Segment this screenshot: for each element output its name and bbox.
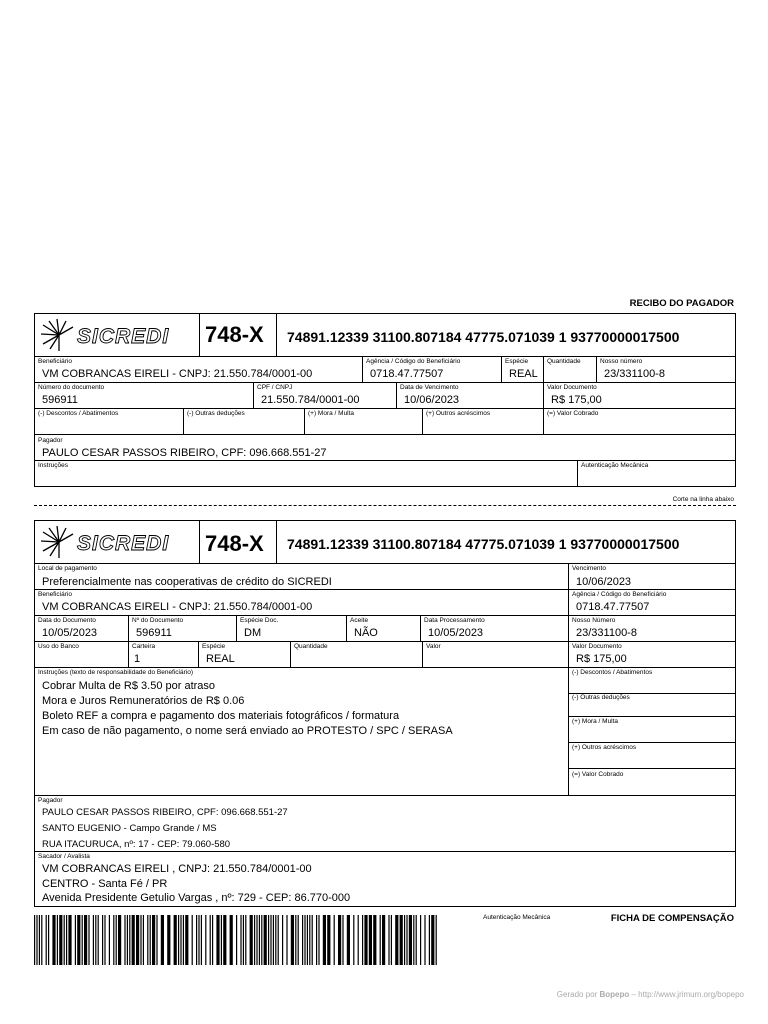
barcode-bar (304, 915, 305, 965)
barcode-bar (416, 915, 417, 965)
sicredi-logo (36, 316, 198, 354)
barcode-bar (124, 915, 125, 965)
slip-autenticacao-label: Autenticação Mecânica (483, 914, 551, 921)
barcode-bar (334, 915, 335, 965)
barcode-bar (406, 915, 407, 965)
barcode-bar (236, 915, 237, 965)
barcode-bar (259, 915, 260, 965)
barcode-bar (373, 915, 376, 965)
receipt-instrucoes-label: Instruções (38, 462, 68, 469)
footer-brand[interactable]: Bopepo (599, 990, 630, 999)
barcode-bar (98, 915, 99, 965)
cut-line-label: Corte na linha abaixo (672, 496, 734, 503)
receipt-pagador-label: Pagador (38, 437, 63, 444)
barcode-bar (347, 915, 350, 965)
barcode-bar (116, 915, 117, 965)
barcode-bar (64, 915, 65, 965)
barcode-bar (268, 915, 269, 965)
barcode-bar (261, 915, 262, 965)
barcode-bar (167, 915, 170, 965)
barcode-bar (205, 915, 206, 965)
barcode-bar (369, 915, 372, 965)
barcode-bar (250, 915, 253, 965)
receipt-descontos-label: (-) Descontos / Abatimentos (38, 410, 119, 417)
barcode-bar (230, 915, 233, 965)
barcode-bar (273, 915, 274, 965)
barcode-bar (136, 915, 139, 965)
barcode-bar (327, 915, 330, 965)
barcode-bar (382, 915, 385, 965)
receipt-nosso-numero-label: Nosso número (600, 358, 643, 365)
barcode-bar (210, 915, 211, 965)
barcode-bar (82, 915, 83, 965)
barcode-bar (291, 915, 294, 965)
receipt-pagador-value: PAULO CESAR PASSOS RIBEIRO, CPF: 096.668.551-27 (42, 447, 327, 459)
receipt-numero-doc-label: Número do documento (38, 384, 105, 391)
receipt-mora-label: (+) Mora / Multa (308, 410, 355, 417)
barcode-bar (256, 915, 257, 965)
barcode-bar (388, 915, 389, 965)
barcode-bar (216, 915, 219, 965)
barcode-bar (77, 915, 80, 965)
receipt-quantidade-label: Quantidade (547, 358, 581, 365)
barcode-bar (295, 915, 296, 965)
barcode-bar (429, 915, 430, 965)
slip-vencimento-label: Vencimento (572, 565, 606, 572)
receipt-cpf-cnpj-label: CPF / CNPJ (257, 384, 293, 391)
barcode-bar (201, 915, 202, 965)
receipt-agencia-value: 0718.47.77507 (370, 368, 444, 380)
slip-instrucao-line: Boleto REF a compra e pagamento dos materiais fotográficos / formatura (42, 710, 400, 722)
barcode-bar (316, 915, 317, 965)
receipt-vencimento-label: Data de Vencimento (400, 384, 459, 391)
barcode-bar (254, 915, 255, 965)
barcode-bar (66, 915, 67, 965)
barcode-bar (192, 915, 193, 965)
slip-valor-doc-label: Valor Documento (572, 643, 622, 650)
barcode-bar (353, 915, 354, 965)
receipt-valor-cobrado-label: (=) Valor Cobrado (547, 410, 599, 417)
slip-quantidade-label: Quantidade (294, 643, 328, 650)
barcode-bar (57, 915, 58, 965)
receipt-agencia-label: Agência / Código do Beneficiário (366, 358, 461, 365)
barcode-bar (309, 915, 310, 965)
bank-code: 748-X (205, 322, 264, 347)
receipt-especie-value: REAL (509, 368, 538, 380)
slip-vencimento-value: 10/06/2023 (576, 576, 632, 588)
barcode-bar (404, 915, 405, 965)
slip-numero-doc-value: 596911 (136, 627, 172, 639)
receipt-beneficiario-value: VM COBRANCAS EIRELI - CNPJ: 21.550.784/0001-00 (42, 368, 313, 380)
barcode-bar (59, 915, 62, 965)
receipt-especie-label: Espécie (505, 358, 529, 365)
barcode-bar (147, 915, 148, 965)
barcode-bar (436, 915, 437, 965)
barcode-bar (240, 915, 241, 965)
sicredi-sun-icon (37, 317, 197, 353)
barcode-bar (93, 915, 94, 965)
slip-instrucao-line: Em caso de não pagamento, o nome será enviado ao PROTESTO / SPC / SERASA (42, 725, 453, 737)
footer-prefix: Gerado por (556, 990, 600, 999)
slip-pagador-label: Pagador (38, 797, 63, 804)
slip-beneficiario-label: Beneficiário (38, 591, 72, 598)
slip-agencia-value: 0718.47.77507 (576, 601, 650, 613)
barcode-bar (312, 915, 313, 965)
svg-text:SICREDI: SICREDI (77, 532, 170, 555)
barcode-bar (243, 915, 244, 965)
barcode-bar (307, 915, 308, 965)
barcode-bar (109, 915, 110, 965)
barcode-bar (362, 915, 363, 965)
barcode-bar (84, 915, 87, 965)
slip-carteira-label: Carteira (132, 643, 156, 650)
barcode-bar (129, 915, 130, 965)
slip-outros-acrescimos-label: (+) Outros acréscimos (572, 744, 637, 751)
receipt-outros-acrescimos-label: (+) Outros acréscimos (426, 410, 491, 417)
barcode-bar (36, 915, 37, 965)
barcode-bar (178, 915, 179, 965)
slip-aceite-value: NÃO (354, 627, 378, 639)
receipt-cpf-cnpj-value: 21.550.784/0001-00 (261, 394, 360, 406)
barcode-bar (221, 915, 222, 965)
receipt-autenticacao-label: Autenticação Mecânica (581, 462, 649, 469)
slip-valor-label: Valor (426, 643, 441, 650)
barcode-bar (161, 915, 164, 965)
slip-nosso-numero-label: Nosso Número (572, 617, 616, 624)
footer-link[interactable]: – http://www.jrimum.org/bopepo (629, 990, 744, 999)
barcode-bar (364, 915, 367, 965)
barcode-bar (282, 915, 283, 965)
slip-especie-value: REAL (206, 653, 235, 665)
barcode-bar (302, 915, 303, 965)
slip-carteira-value: 1 (134, 653, 141, 665)
slip-pagador-line: RUA ITACURUCA, nº: 17 - CEP: 79.060-580 (42, 839, 231, 850)
barcode-bar (183, 915, 184, 965)
slip-nosso-numero-value: 23/331100-8 (576, 627, 637, 639)
receipt-valor-doc-label: Valor Documento (547, 384, 597, 391)
barcode-bar (140, 915, 141, 965)
barcode-bar (75, 915, 76, 965)
barcode-bar (88, 915, 89, 965)
slip-descontos-label: (-) Descontos / Abatimentos (572, 669, 653, 676)
barcode-bar (156, 915, 157, 965)
barcode-bar (180, 915, 181, 965)
barcode-bar (223, 915, 226, 965)
barcode-bar (196, 915, 197, 965)
slip-pagador-line: SANTO EUGENIO - Campo Grande / MS (42, 823, 217, 834)
barcode-bar (270, 915, 271, 965)
barcode-bar (198, 915, 199, 965)
barcode-bar (431, 915, 434, 965)
receipt-vencimento-value: 10/06/2023 (404, 394, 460, 406)
barcode-bar (358, 915, 359, 965)
slip-pagador-lines (42, 805, 288, 853)
barcode-bar (41, 915, 42, 965)
barcode-bar (132, 915, 135, 965)
slip-uso-banco-label: Uso do Banco (38, 643, 79, 650)
barcode-bar (48, 915, 49, 965)
barcode-bar (143, 915, 144, 965)
barcode-bar (395, 915, 398, 965)
slip-especie-doc-value: DM (244, 627, 262, 639)
barcode-bar (46, 915, 47, 965)
footer-generated-by (557, 990, 744, 999)
ficha-title: FICHA DE COMPENSAÇÃO (610, 913, 734, 924)
barcode-bar (409, 915, 412, 965)
slip-data-documento-value: 10/05/2023 (42, 627, 98, 639)
receipt-numero-doc-value: 596911 (42, 394, 78, 406)
slip-valor-cobrado-label: (=) Valor Cobrado (572, 771, 624, 778)
sicredi-logo-slip (36, 523, 198, 561)
barcode-bar (278, 915, 279, 965)
barcode-bar (52, 915, 55, 965)
slip-sacador-lines (42, 862, 350, 906)
barcode-bar (95, 915, 96, 965)
barcode-bar (152, 915, 155, 965)
receipt-valor-doc-value: R$ 175,00 (551, 394, 602, 406)
barcode-bar (185, 915, 188, 965)
barcode-bar (380, 915, 381, 965)
slip-sacador-line: VM COBRANCAS EIRELI , CNPJ: 21.550.784/0001-00 (42, 863, 312, 875)
barcode-bar (275, 915, 276, 965)
receipt-title: RECIBO DO PAGADOR (629, 298, 734, 309)
slip-outras-deducoes-label: (-) Outras deduções (572, 694, 630, 701)
slip-mora-label: (+) Mora / Multa (572, 718, 619, 725)
barcode-bar (127, 915, 128, 965)
barcode-bar (245, 915, 246, 965)
barcode-bar (39, 915, 40, 965)
slip-beneficiario-value: VM COBRANCAS EIRELI - CNPJ: 21.550.784/0001-00 (42, 601, 313, 613)
slip-aceite-label: Aceite (350, 617, 369, 624)
barcode-bar (323, 915, 326, 965)
slip-local-pagamento-value: Preferencialmente nas cooperativas de crédito do SICREDI (42, 576, 332, 588)
digitable-line: 74891.12339 31100.807184 47775.071039 1 93770000017500 (287, 329, 680, 345)
bank-code-slip: 748-X (205, 531, 264, 556)
barcode-bar (338, 915, 341, 965)
barcode-bar (400, 915, 403, 965)
sicredi-sun-icon (37, 524, 197, 560)
barcode-bar (286, 915, 287, 965)
barcode-bar (68, 915, 71, 965)
barcode-bar (212, 915, 213, 965)
slip-instrucao-line: Cobrar Multa de R$ 3.50 por atraso (42, 680, 216, 692)
cut-line (34, 505, 736, 506)
barcode (34, 915, 438, 965)
slip-data-processamento-value: 10/05/2023 (428, 627, 484, 639)
slip-valor-doc-value: R$ 175,00 (576, 653, 627, 665)
barcode-bar (413, 915, 414, 965)
barcode-bar (104, 915, 105, 965)
barcode-bar (113, 915, 114, 965)
barcode-bar (174, 915, 177, 965)
barcode-bar (342, 915, 343, 965)
barcode-bar (420, 915, 421, 965)
slip-instrucoes-label: Instruções (texto de responsabilidade do Beneficiário) (38, 669, 194, 676)
slip-numero-doc-label: Nº do Documento (132, 617, 184, 624)
barcode-bar (391, 915, 392, 965)
slip-pagador-line: PAULO CESAR PASSOS RIBEIRO, CPF: 096.668.551-27 (42, 807, 288, 818)
barcode-bar (318, 915, 319, 965)
slip-data-processamento-label: Data Processamento (424, 617, 485, 624)
svg-text:SICREDI: SICREDI (77, 325, 170, 348)
receipt-nosso-numero-value: 23/331100-8 (604, 368, 665, 380)
slip-data-documento-label: Data do Documento (38, 617, 96, 624)
slip-instrucao-line: Mora e Juros Remuneratórios de R$ 0.06 (42, 695, 245, 707)
barcode-bar (150, 915, 151, 965)
barcode-bar (34, 915, 35, 965)
barcode-bar (264, 915, 267, 965)
slip-especie-doc-label: Espécie Doc. (240, 617, 279, 624)
slip-sacador-line: Avenida Presidente Getulio Vargas , nº: 729 - CEP: 86.770-000 (42, 892, 351, 904)
slip-agencia-label: Agência / Código do Beneficiário (572, 591, 667, 598)
barcode-bar (424, 915, 425, 965)
slip-sacador-label: Sacador / Avalista (38, 853, 90, 860)
digitable-line-slip: 74891.12339 31100.807184 47775.071039 1 93770000017500 (287, 536, 680, 552)
barcode-bar (102, 915, 103, 965)
slip-especie-label: Espécie (202, 643, 226, 650)
slip-sacador-line: CENTRO - Santa Fé / PR (42, 877, 168, 890)
receipt-outras-deducoes-label: (-) Outras deduções (187, 410, 245, 417)
barcode-bar (118, 915, 121, 965)
receipt-beneficiario-label: Beneficiário (38, 358, 72, 365)
barcode-bar (298, 915, 299, 965)
slip-local-pagamento-label: Local de pagamento (38, 565, 97, 572)
